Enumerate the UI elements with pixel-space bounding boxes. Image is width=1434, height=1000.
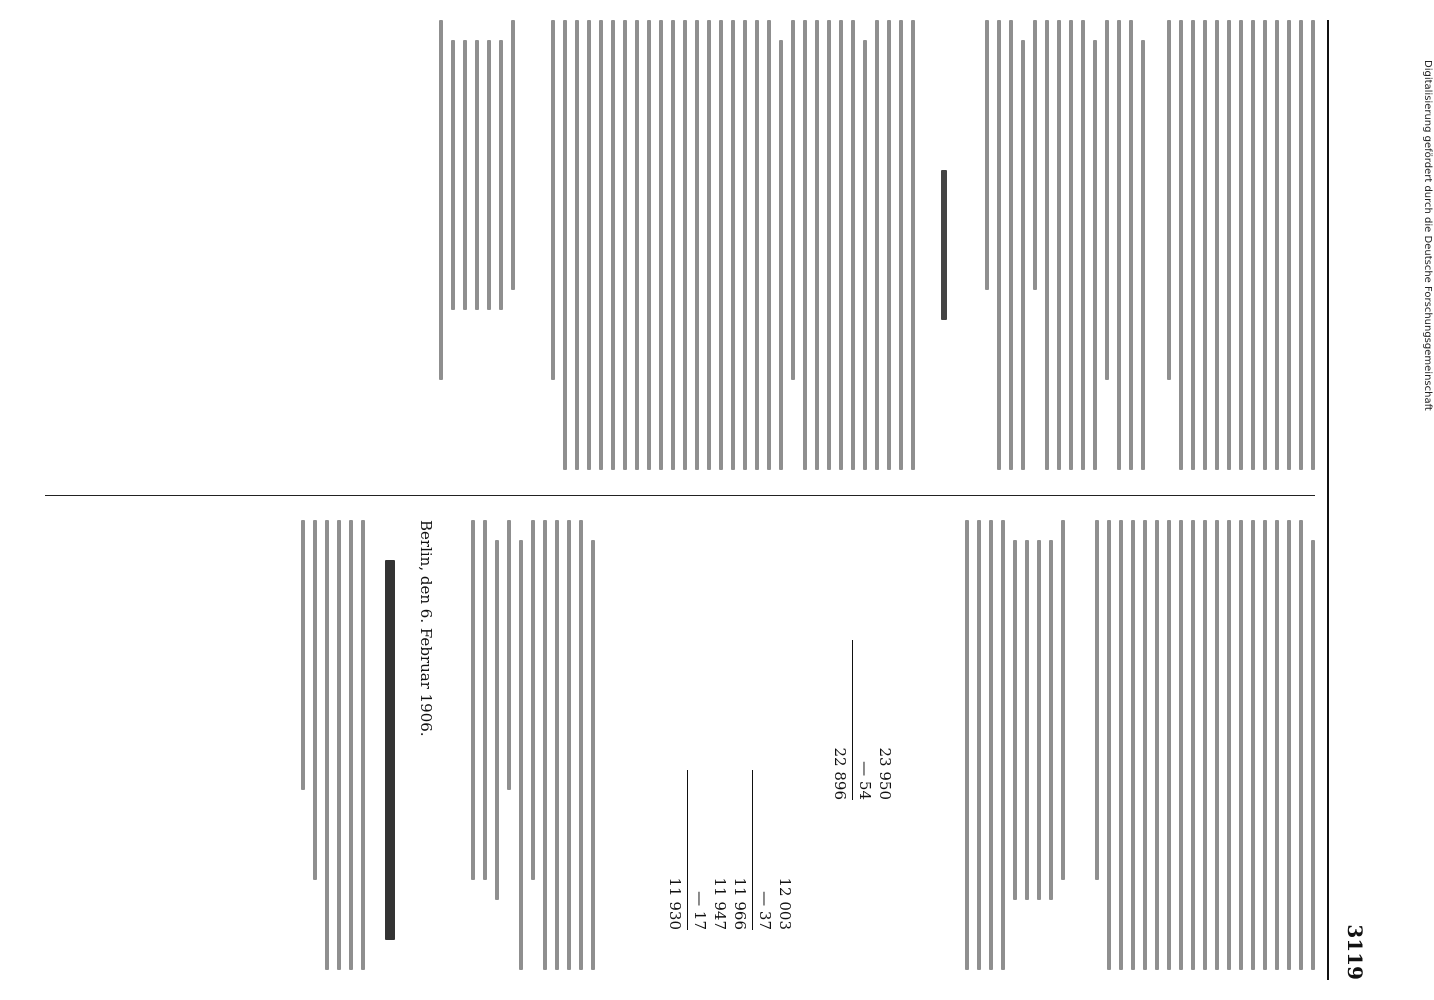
running-header [1335, 20, 1375, 980]
left-column [45, 20, 1315, 470]
paragraph-2 [977, 20, 1145, 470]
page-number: 3119 [1343, 924, 1367, 980]
credit-sidebar [1415, 0, 1434, 1000]
tally-rule [852, 640, 853, 800]
tally-value-3: 22 896 [831, 747, 849, 800]
paragraph-5 [463, 520, 595, 970]
tally-2-value-1: 12 003 [776, 877, 794, 930]
dateline: Berlin, den 6. Februar 1906. [417, 520, 435, 737]
rotated-sheet [25, 20, 1375, 980]
tally-2-value-4: 11 947 [711, 877, 729, 930]
header-rule [1327, 20, 1329, 980]
commission-heading [385, 560, 395, 940]
right-column [45, 520, 1315, 970]
itemized-list [957, 520, 1065, 970]
tally-2-value-3: 11 966 [731, 877, 749, 930]
tally-2-rule-1 [752, 770, 753, 930]
tally-2-value-5: — 17 [691, 891, 709, 930]
section-heading [933, 170, 955, 320]
tally-2-value-2: — 37 [756, 891, 774, 930]
paragraph-1 [1159, 20, 1315, 470]
tally-value-2: — 54 [856, 761, 874, 800]
signatories [293, 520, 365, 970]
tally-2-value-6: 11 930 [666, 877, 684, 930]
paragraph-3 [543, 20, 915, 470]
list-block [431, 20, 515, 470]
tally-value-1: 23 950 [876, 747, 894, 800]
credit-text: Digitalisierung gefördert durch die Deutsche Forschungsgemeinschaft [1422, 60, 1433, 411]
tally-2-rule-2 [687, 770, 688, 930]
column-divider [45, 495, 1315, 496]
tally-block-1 [830, 640, 895, 800]
paragraph-4 [1087, 520, 1315, 970]
tally-block-2 [665, 770, 795, 930]
